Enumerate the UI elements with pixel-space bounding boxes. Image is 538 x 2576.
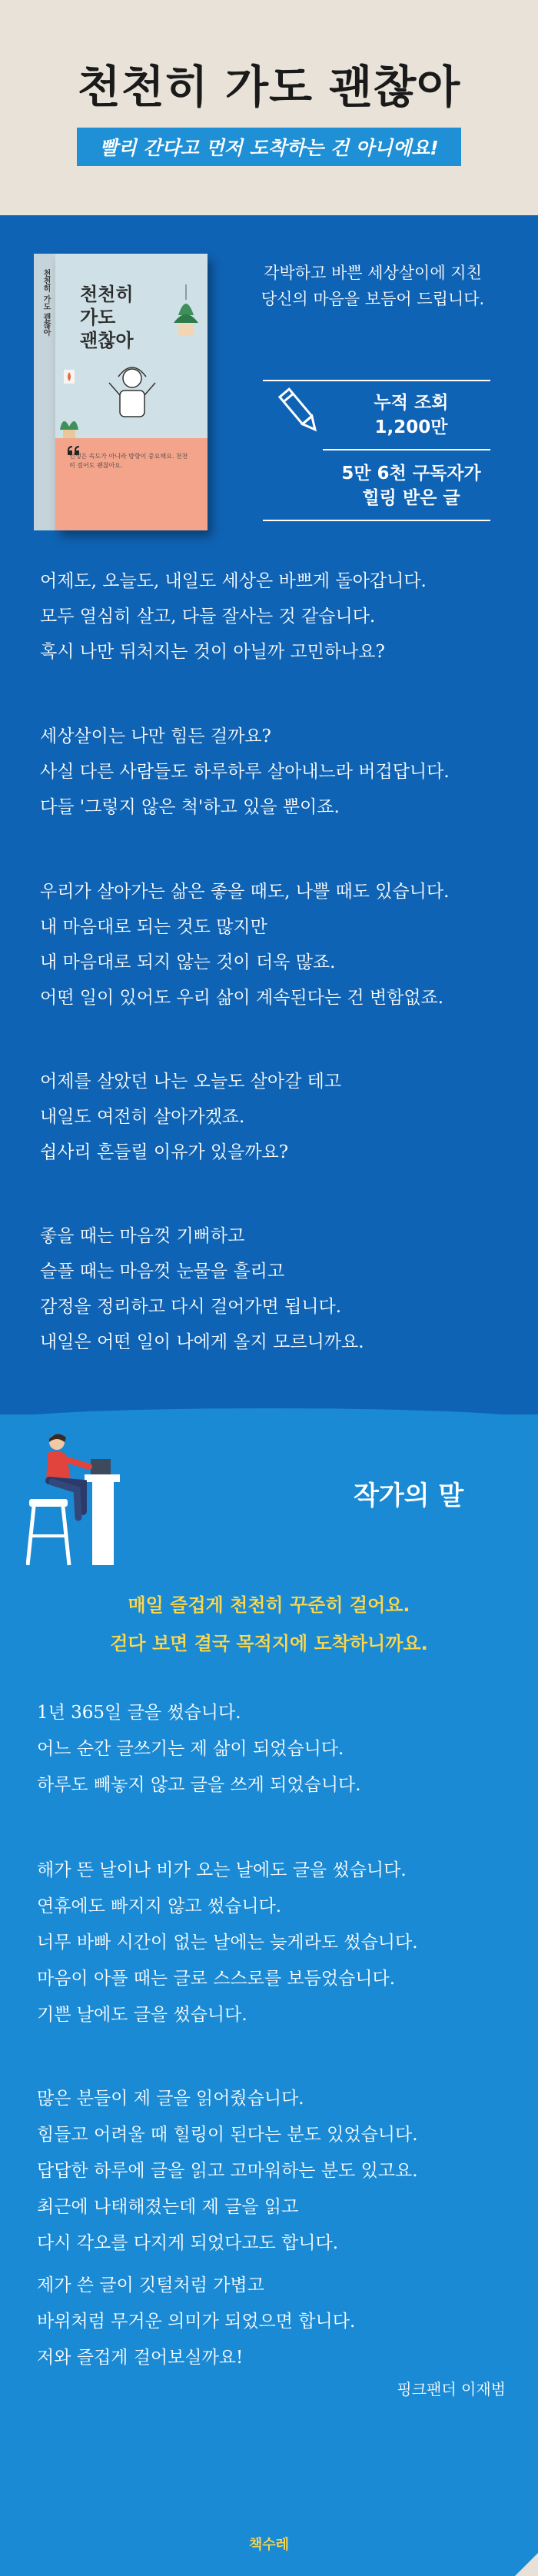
- stats-views: [307, 391, 515, 440]
- page-title: 천천히 가도 괜찮아: [77, 61, 461, 113]
- author-line: 바위처럼 무거운 의미가 되었으면 합니다.: [37, 2312, 356, 2332]
- author-line: 너무 바빠 시간이 없는 날에는 늦게라도 썼습니다.: [37, 1933, 418, 1953]
- author-line: 다시 각오를 다지게 되었다고도 합니다.: [37, 2233, 339, 2253]
- body-line: 우리가 살아가는 삶은 좋을 때도, 나쁠 때도 있습니다.: [40, 882, 450, 902]
- author-highlight-line: 걷다 보면 결국 목적지에 도착하니까요.: [110, 1633, 428, 1654]
- author-line: 제가 쓴 글이 깃털처럼 가볍고: [37, 2275, 264, 2295]
- body-paragraph: [40, 1064, 509, 1170]
- body-line: 슬플 때는 마음껏 눈물을 흘리고: [40, 1261, 285, 1281]
- header-section: [0, 0, 538, 215]
- author-line: 연휴에도 빠지지 않고 썼습니다.: [37, 1896, 282, 1916]
- body-line: 내일도 여전히 살아가겠죠.: [40, 1107, 245, 1127]
- author-line: 힘들고 어려울 때 힐링이 된다는 분도 있었습니다.: [37, 2125, 418, 2145]
- author-line: 마음이 아플 때는 글로 스스로를 보듬었습니다.: [37, 1969, 396, 1989]
- body-line: 내 마음대로 되지 않는 것이 더욱 많죠.: [40, 952, 336, 972]
- author-line: 많은 분들이 제 글을 읽어줬습니다.: [37, 2089, 304, 2109]
- page-corner-fold: [515, 2553, 538, 2576]
- author-paragraph: [37, 2268, 506, 2376]
- body-line: 내일은 어떤 일이 나에게 올지 모르니까요.: [40, 1332, 364, 1352]
- book-cover: [55, 254, 208, 530]
- stats-divider-top: [263, 380, 490, 381]
- writer-at-desk-icon: [26, 1428, 126, 1567]
- stats-label: 힐링 받은 글: [362, 488, 460, 508]
- subtitle-text: 빨리 간다고 먼저 도착하는 건 아니에요!: [99, 137, 439, 159]
- body-paragraph: [40, 563, 509, 670]
- desk-plant-icon: [55, 411, 83, 442]
- stats-divider-middle: [323, 449, 490, 450]
- book-spine-text: 천천히 가도 괜찮아: [42, 269, 50, 336]
- publisher-logo: 책수레: [248, 2537, 290, 2553]
- body-line: 세상살이는 나만 힘든 걸까요?: [40, 726, 271, 746]
- book-cover-title-line: 괜찮아: [80, 330, 134, 351]
- author-line: 하루도 빼놓지 않고 글을 쓰게 되었습니다.: [37, 1775, 361, 1795]
- plant-icon: [171, 284, 201, 346]
- stats-divider-bottom: [263, 520, 490, 521]
- book-cover-title-line: 가도: [80, 307, 116, 328]
- body-line: 어떤 일이 있어도 우리 삶이 계속된다는 건 변함없죠.: [40, 988, 444, 1008]
- author-paragraph: [37, 2081, 506, 2262]
- relaxing-person-icon: [101, 361, 163, 430]
- stats-value: 1,200만: [374, 417, 448, 437]
- body-line: 혹시 나만 뒤처지는 것이 아닐까 고민하나요?: [40, 642, 385, 662]
- author-highlight-line: 매일 즐겁게 천천히 꾸준히 걸어요.: [128, 1594, 410, 1616]
- intro-line: 당신의 마음을 보듬어 드립니다.: [261, 290, 485, 308]
- body-paragraph: [40, 719, 509, 825]
- book-cover-blurb: 인생은 속도가 아니라 방향이 중요해요. 천천히 걸어도 괜찮아요.: [69, 453, 188, 469]
- author-line: 저와 즐겁게 걸어보실까요!: [37, 2348, 244, 2368]
- body-line: 사실 다른 사람들도 하루하루 살아내느라 버겁답니다.: [40, 762, 450, 782]
- intro-text: [246, 260, 500, 312]
- body-line: 좋을 때는 마음껏 기뻐하고: [40, 1226, 245, 1246]
- author-section-title: 작가의 말: [354, 1481, 464, 1511]
- author-line: 해가 뜬 날이나 비가 오는 날에도 글을 썼습니다.: [37, 1860, 407, 1880]
- author-line: 기쁜 날에도 글을 썼습니다.: [37, 2005, 247, 2025]
- book-image: [34, 254, 208, 530]
- stats-subscribers: [307, 461, 515, 510]
- body-line: 다들 '그렇지 않은 척'하고 있을 뿐이죠.: [40, 797, 340, 817]
- author-line: 1년 365일 글을 썼습니다.: [37, 1703, 241, 1723]
- stats-label: 누적 조회: [374, 393, 449, 413]
- stats-label: 5만 6천 구독자가: [341, 464, 481, 484]
- body-paragraph: [40, 1218, 509, 1360]
- body-line: 쉽사리 흔들릴 이유가 있을까요?: [40, 1142, 289, 1162]
- small-flame-icon: [63, 369, 75, 384]
- author-line: 어느 순간 글쓰기는 제 삶이 되었습니다.: [37, 1739, 344, 1759]
- body-line: 내 마음대로 되는 것도 많지만: [40, 917, 267, 937]
- body-paragraph: [40, 874, 509, 1015]
- book-cover-title-line: 천천히: [80, 284, 134, 305]
- book-cover-title: [80, 283, 134, 352]
- author-paragraph: [37, 1853, 506, 2033]
- book-spine: [34, 254, 55, 530]
- body-line: 어제도, 오늘도, 내일도 세상은 바쁘게 돌아갑니다.: [40, 571, 427, 591]
- author-line: 답답한 하루에 글을 읽고 고마워하는 분도 있고요.: [37, 2161, 418, 2181]
- body-line: 어제를 살았던 나는 오늘도 살아갈 테고: [40, 1072, 342, 1092]
- subtitle-banner: [77, 128, 461, 166]
- author-line: 최근에 나태해졌는데 제 글을 읽고: [37, 2197, 299, 2217]
- author-signature: 핑크팬더 이재범: [397, 2380, 506, 2398]
- body-line: 감정을 정리하고 다시 걸어가면 됩니다.: [40, 1297, 342, 1317]
- body-line: 모두 열심히 살고, 다들 잘사는 것 같습니다.: [40, 607, 376, 627]
- intro-line: 각박하고 바쁜 세상살이에 지친: [264, 264, 482, 282]
- author-paragraph: [37, 1695, 506, 1803]
